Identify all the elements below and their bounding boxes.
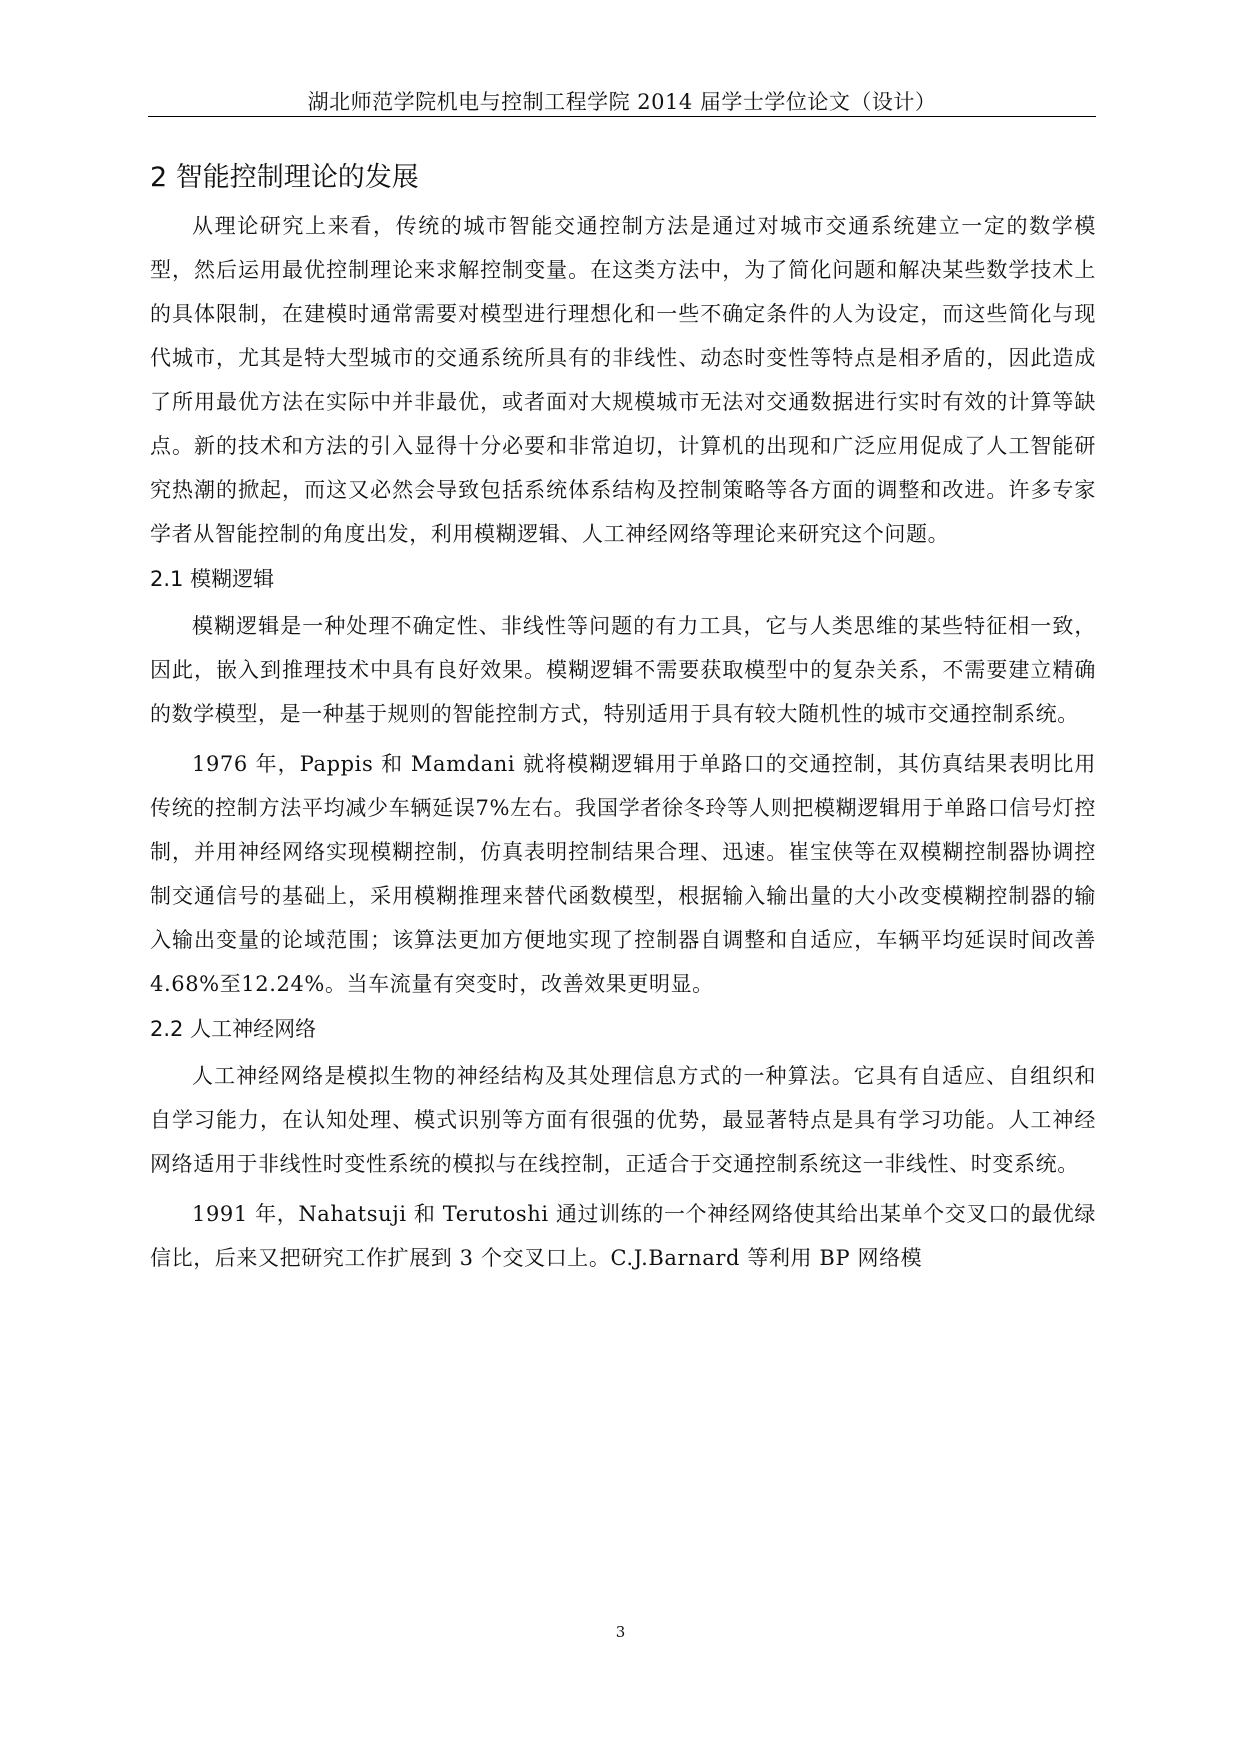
- fuzzy-paragraph-1: 模糊逻辑是一种处理不确定性、非线性等问题的有力工具，它与人类思维的某些特征相一致，因此，嵌入到推理技术中具有良好效果。模糊逻辑不需要获取模型中的复杂关系，不需要建立精确的数学模型，是一种基于规则的智能控制方式，特别适用于具有较大随机性的城市交通控制系统。: [150, 614, 1096, 726]
- subsection-title-neural-network: 2.2 人工神经网络: [150, 1017, 317, 1041]
- running-header: 湖北师范学院机电与控制工程学院 2014 届学士学位论文（设计）: [307, 90, 937, 114]
- ann-paragraph-2: 1991 年，Nahatsuji 和 Terutoshi 通过训练的一个神经网络使其给出某单个交叉口的最优绿信比，后来又把研究工作扩展到 3 个交叉口上。C.J.Barnard 等利用 BP 网络模: [150, 1202, 1096, 1270]
- fuzzy-paragraph-2: 1976 年，Pappis 和 Mamdani 就将模糊逻辑用于单路口的交通控制，其仿真结果表明比用传统的控制方法平均减少车辆延误7%左右。我国学者徐冬玲等人则把模糊逻辑用于单路口信号灯控制，并用神经网络实现模糊控制，仿真表明控制结果合理、迅速。崔宝侠等在双模糊控制器协调控制交通信号的基础上，采用模糊推理来替代函数模型，根据输入输出量的大小改变模糊控制器的输入输出变量的论域范围；该算法更加方便地实现了控制器自调整和自适应，车辆平均延误时间改善4.68%至12.24%。当车流量有突变时，改善效果更明显。: [150, 752, 1096, 996]
- section-intro-paragraph: 从理论研究上来看，传统的城市智能交通控制方法是通过对城市交通系统建立一定的数学模型，然后运用最优控制理论来求解控制变量。在这类方法中，为了简化问题和解决某些数学技术上的具体限制，在建模时通常需要对模型进行理想化和一些不确定条件的人为设定，而这些简化与现代城市，尤其是特大型城市的交通系统所具有的非线性、动态时变性等特点是相矛盾的，因此造成了所用最优方法在实际中并非最优，或者面对大规模城市无法对交通数据进行实时有效的计算等缺点。新的技术和方法的引入显得十分必要和非常迫切，计算机的出现和广泛应用促成了人工智能研究热潮的掀起，而这又必然会导致包括系统体系结构及控制策略等各方面的调整和改进。许多专家学者从智能控制的角度出发，利用模糊逻辑、人工神经网络等理论来研究这个问题。: [150, 214, 1096, 546]
- page-body: [150, 160, 1096, 1286]
- ann-paragraph-1: 人工神经网络是模拟生物的神经结构及其处理信息方式的一种算法。它具有自适应、自组织和自学习能力，在认知处理、模式识别等方面有很强的优势，最显著特点是具有学习功能。人工神经网络适用于非线性时变性系统的模拟与在线控制，正适合于交通控制系统这一非线性、时变系统。: [150, 1064, 1096, 1176]
- page-number: 3: [615, 1623, 626, 1641]
- subsection-title-fuzzy-logic: 2.1 模糊逻辑: [150, 567, 275, 591]
- header-rule: [148, 116, 1096, 117]
- section-title: 2 智能控制理论的发展: [150, 162, 419, 193]
